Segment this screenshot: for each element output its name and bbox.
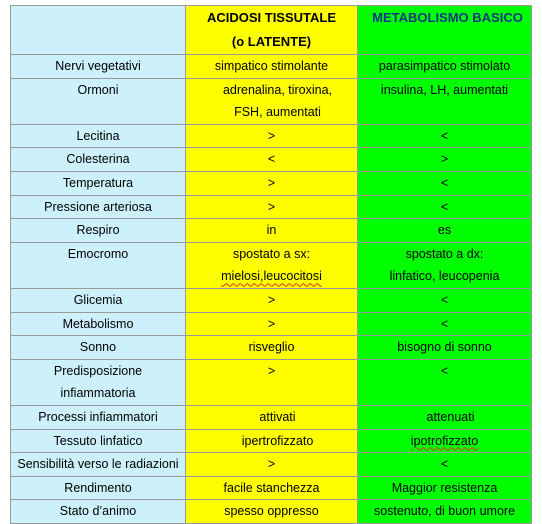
basico-value-cell bbox=[358, 195, 532, 219]
table-row bbox=[11, 124, 532, 148]
row-label-cell bbox=[11, 148, 186, 172]
row-label-text: Lecitina bbox=[76, 128, 120, 143]
table-row bbox=[11, 78, 532, 124]
basico-value-text: insulina, LH, aumentati bbox=[380, 82, 509, 97]
acidosi-value-text: spostato a sx: bbox=[232, 246, 311, 261]
acidosi-value-cell bbox=[186, 336, 358, 360]
acidosi-value-cell bbox=[186, 453, 358, 477]
row-label-text: Stato d’animo bbox=[59, 504, 137, 519]
basico-value-text: ipotrofizzato bbox=[410, 433, 479, 448]
basico-value-cell bbox=[358, 476, 532, 500]
acidosi-value-cell bbox=[186, 55, 358, 79]
acidosi-value-text: > bbox=[267, 363, 276, 378]
table-row bbox=[11, 195, 532, 219]
row-label-text: Respiro bbox=[76, 223, 120, 238]
row-label-text: Tessuto linfatico bbox=[53, 433, 143, 448]
basico-value-text: > bbox=[440, 152, 449, 167]
acidosi-value-cell bbox=[186, 476, 358, 500]
basico-value-cell bbox=[358, 219, 532, 243]
acidosi-value-cell bbox=[186, 312, 358, 336]
row-label-cell bbox=[11, 359, 186, 405]
acidosi-value-text: > bbox=[267, 457, 276, 472]
acidosi-value-text: > bbox=[267, 292, 276, 307]
acidosi-value-cell bbox=[186, 171, 358, 195]
row-label-text: Pressione arteriosa bbox=[44, 199, 152, 214]
basico-value-cell bbox=[358, 453, 532, 477]
row-label-cell bbox=[11, 336, 186, 360]
acidosi-value-text: > bbox=[267, 175, 276, 190]
acidosi-value-cell bbox=[186, 78, 358, 124]
row-label-cell bbox=[11, 476, 186, 500]
acidosi-value-text: risveglio bbox=[248, 340, 295, 355]
basico-value-cell bbox=[358, 288, 532, 312]
row-label-cell bbox=[11, 242, 186, 288]
basico-value-text: parasimpatico stimolato bbox=[378, 59, 511, 73]
row-label-text: Metabolismo bbox=[62, 316, 134, 331]
comparison-table bbox=[10, 5, 532, 524]
acidosi-value-text: adrenalina, tiroxina, bbox=[222, 82, 333, 97]
row-label-cell bbox=[11, 78, 186, 124]
row-label-text: Rendimento bbox=[64, 480, 132, 495]
row-label-text: Glicemia bbox=[73, 292, 123, 307]
acidosi-value-cell bbox=[186, 195, 358, 219]
acidosi-value-text: mielosi,leucocitosi bbox=[221, 269, 322, 284]
acidosi-value-cell bbox=[186, 242, 358, 288]
row-label-cell bbox=[11, 453, 186, 477]
row-label-text: Temperatura bbox=[62, 175, 134, 190]
row-label-text: Predisposizione bbox=[53, 363, 143, 378]
basico-value-cell bbox=[358, 336, 532, 360]
row-label-text: Sensibilità verso le radiazioni bbox=[17, 457, 179, 472]
row-label-text: Processi infiammatori bbox=[38, 409, 158, 424]
header-row bbox=[11, 6, 532, 55]
row-label-cell bbox=[11, 195, 186, 219]
row-label-cell bbox=[11, 312, 186, 336]
row-label-cell bbox=[11, 124, 186, 148]
header-acidosi-line2: (o LATENTE) bbox=[231, 34, 312, 49]
basico-value-text: < bbox=[440, 128, 449, 143]
table-row bbox=[11, 242, 532, 288]
row-label-cell bbox=[11, 429, 186, 453]
acidosi-value-cell bbox=[186, 148, 358, 172]
basico-value-cell bbox=[358, 55, 532, 79]
basico-value-cell bbox=[358, 429, 532, 453]
header-acidosi-line1: ACIDOSI TISSUTALE bbox=[206, 10, 337, 25]
acidosi-value-cell bbox=[186, 219, 358, 243]
table-row bbox=[11, 429, 532, 453]
basico-value-cell bbox=[358, 124, 532, 148]
table-row bbox=[11, 476, 532, 500]
table-row bbox=[11, 219, 532, 243]
acidosi-value-text: < bbox=[267, 152, 276, 167]
row-label-text: Ormoni bbox=[77, 82, 119, 97]
row-label-cell bbox=[11, 219, 186, 243]
basico-value-cell bbox=[358, 242, 532, 288]
basico-value-text: < bbox=[440, 199, 449, 214]
row-label-cell bbox=[11, 171, 186, 195]
acidosi-value-cell bbox=[186, 124, 358, 148]
basico-value-text: es bbox=[437, 223, 452, 238]
header-metabolismo-basico: METABOLISMO BASICO bbox=[358, 6, 532, 55]
table-row bbox=[11, 148, 532, 172]
row-label-text: Colesterina bbox=[66, 152, 130, 167]
basico-value-cell bbox=[358, 148, 532, 172]
table-row bbox=[11, 453, 532, 477]
acidosi-value-text: > bbox=[267, 199, 276, 214]
acidosi-value-text: facile stanchezza bbox=[223, 480, 320, 495]
basico-value-text: < bbox=[440, 316, 449, 331]
basico-value-text: < bbox=[440, 363, 449, 378]
row-label-cell bbox=[11, 55, 186, 79]
acidosi-value-text: simpatico stimolante bbox=[214, 59, 329, 73]
acidosi-value-cell bbox=[186, 405, 358, 429]
header-empty-cell bbox=[11, 6, 186, 55]
table-row bbox=[11, 171, 532, 195]
row-label-text: Sonno bbox=[79, 340, 117, 355]
basico-value-cell bbox=[358, 78, 532, 124]
header-acidosi bbox=[186, 6, 358, 55]
row-label-text: Emocromo bbox=[67, 246, 129, 261]
basico-value-cell bbox=[358, 359, 532, 405]
table-row bbox=[11, 312, 532, 336]
table-row bbox=[11, 288, 532, 312]
row-label-text: Nervi vegetativi bbox=[55, 59, 141, 73]
basico-value-text: bisogno di sonno bbox=[397, 340, 492, 355]
comparison-table-wrapper bbox=[10, 5, 532, 524]
basico-value-cell bbox=[358, 405, 532, 429]
acidosi-value-text: attivati bbox=[259, 409, 296, 424]
basico-value-text: sostenuto, di buon umore bbox=[373, 504, 516, 519]
table-row bbox=[11, 359, 532, 405]
basico-value-text: < bbox=[440, 175, 449, 190]
table-row bbox=[11, 55, 532, 79]
basico-value-cell bbox=[358, 312, 532, 336]
table-row bbox=[11, 405, 532, 429]
row-label-cell bbox=[11, 288, 186, 312]
acidosi-value-text: in bbox=[266, 223, 277, 238]
basico-value-text: linfatico, leucopenia bbox=[389, 269, 500, 284]
acidosi-value-text: > bbox=[267, 316, 276, 331]
table-row bbox=[11, 336, 532, 360]
acidosi-value-cell bbox=[186, 359, 358, 405]
basico-value-text: < bbox=[440, 292, 449, 307]
acidosi-value-cell bbox=[186, 429, 358, 453]
acidosi-value-text: FSH, aumentati bbox=[234, 105, 321, 120]
acidosi-value-text: spesso oppresso bbox=[224, 504, 319, 519]
basico-value-text: spostato a dx: bbox=[405, 246, 484, 261]
basico-value-cell bbox=[358, 171, 532, 195]
basico-value-text: < bbox=[440, 457, 449, 472]
acidosi-value-cell bbox=[186, 288, 358, 312]
acidosi-value-text: > bbox=[267, 128, 276, 143]
basico-value-text: attenuati bbox=[426, 409, 475, 424]
row-label-text: infiammatoria bbox=[60, 386, 136, 401]
basico-value-text: Maggior resistenza bbox=[391, 480, 498, 495]
acidosi-value-text: ipertrofizzato bbox=[241, 433, 314, 448]
row-label-cell bbox=[11, 405, 186, 429]
